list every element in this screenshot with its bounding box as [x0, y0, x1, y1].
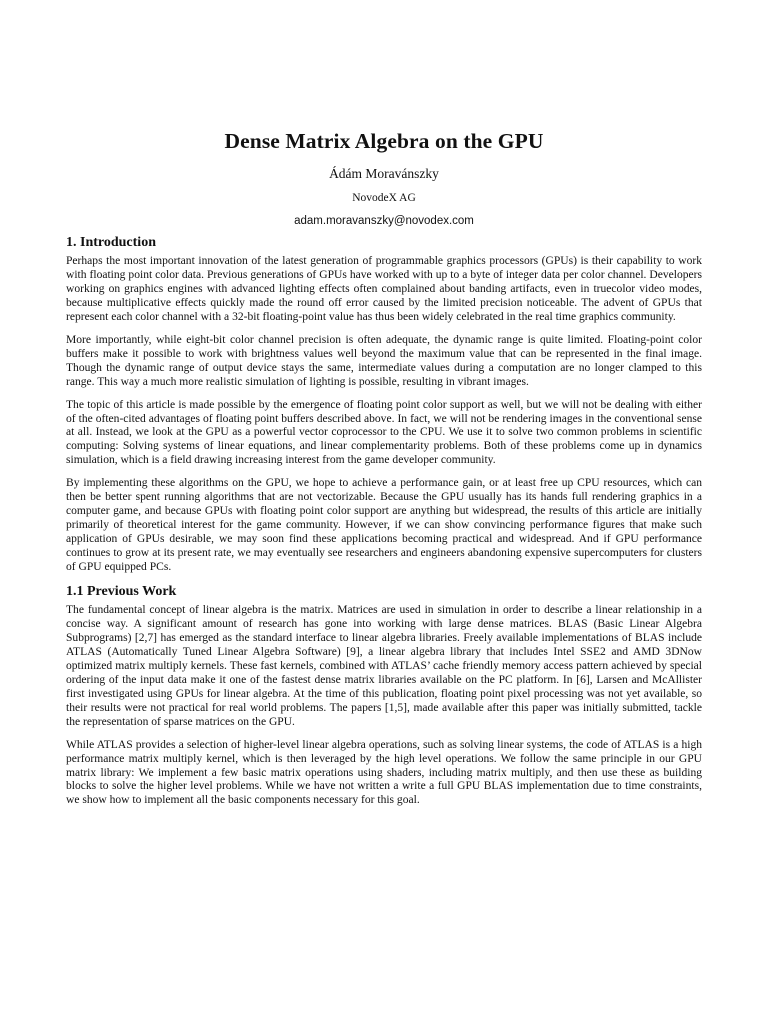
author-name: Ádám Moravánszky [329, 166, 439, 181]
intro-paragraph-2: More importantly, while eight-bit color channel precision is often adequate, the dynamic range is quite limited. Floating-point color buffers make it possible to work with brightness values well beyond the maximum value that can be represented in the final image. Though the dynamic range of output device stays the same, intermediate values during a computation are no longer clamped to this range. This way a much more realistic simulation of lighting is possible, resulting in vibrant images. [66, 333, 702, 388]
previous-work-paragraph-2: While ATLAS provides a selection of higher-level linear algebra operations, such as solving linear systems, the code of ATLAS is a high performance matrix multiply kernel, which is then leveraged by the high level operations. We follow the same principle in our GPU matrix library: We implement a few basic matrix operations using shaders, including matrix multiply, and then use these as building blocks to solve the higher level problems. While we have not written a write a full GPU BLAS implementation due to time constraints, we show how to implement all the basic components necessary for this goal. [66, 738, 702, 807]
section-heading-introduction: 1. Introduction [66, 235, 156, 250]
previous-work-paragraph-1: The fundamental concept of linear algebra is the matrix. Matrices are used in simulation in order to describe a linear relationship in a concise way. A significant amount of research has gone into working with large dense matrices. BLAS (Basic Linear Algebra Subprograms) [2,7] has emerged as the standard interface to linear algebra libraries. Freely available implementations of BLAS include ATLAS (Automatically Tuned Linear Algebra Software) [9], a linear algebra library that includes Intel SSE2 and AMD 3DNow optimized matrix multiply kernels. These fast kernels, combined with ATLAS’ cache friendly memory access pattern achieved by special ordering of the input data make it one of the fastest dense matrix libraries available on the PC platform. In [6], Larsen and McAllister first investigated using GPUs for linear algebra. At the time of this publication, floating point pixel processing was not yet available, so their results were not practical for real world problems. The papers [1,5], made available after this paper was initially submitted, tackle the representation of sparse matrices on the GPU. [66, 604, 702, 728]
section-heading-previous-work: 1.1 Previous Work [66, 584, 177, 600]
intro-paragraph-3: The topic of this article is made possible by the emergence of floating point color support as well, but we will not be dealing with either of the often-cited advantages of floating point buffers described above. In fact, we will not be rendering images in the conventional sense at all. Instead, we look at the GPU as a powerful vector coprocessor to the CPU. We use it to solve two common problems in scientific computing: Solving systems of linear equations, and linear complementarity problems. Both of these problems come up in dynamics simulation, which is a field drawing increasing interest from the game developer community. [66, 398, 702, 467]
intro-paragraph-4: By implementing these algorithms on the GPU, we hope to achieve a performance gain, or at least free up CPU resources, which can then be better spent running algorithms that are not vectorizable. Because the GPU usually has its hands full rendering graphics in a computer game, and because GPUs with floating point color support are anything but widespread, the results of this article are initially primarily of theoretical interest for the game community. However, if we can show convincing performance figures that make such application of GPUs desirable, we may soon find these applications becoming practical and widespread. And if GPU performance continues to grow at its present rate, we may eventually see researchers and engineers abandoning expensive supercomputers for clusters of GPU equipped PCs. [66, 477, 702, 574]
paper-title: Dense Matrix Algebra on the GPU [224, 129, 544, 153]
intro-paragraph-1: Perhaps the most important innovation of the latest generation of programmable graphics processors (GPUs) is their capability to work with floating point color data. Previous generations of GPUs have worked with up to a byte of integer data per color channel. Developers working on graphics engines with advanced lighting effects often complained about banding artifacts, even in truecolor video modes, because multiplicative effects quickly made the round off error caused by the limited precision noticeable. The advent of GPUs that represent each color channel with a 32-bit floating-point value has thus been widely celebrated in the real time graphics community. [66, 255, 702, 323]
section-introduction [66, 234, 702, 575]
paper-page [66, 128, 702, 808]
author-email: adam.moravanszky@novodex.com [294, 215, 474, 227]
author-affiliation: NovodeX AG [352, 192, 416, 204]
section-previous-work [66, 583, 702, 808]
